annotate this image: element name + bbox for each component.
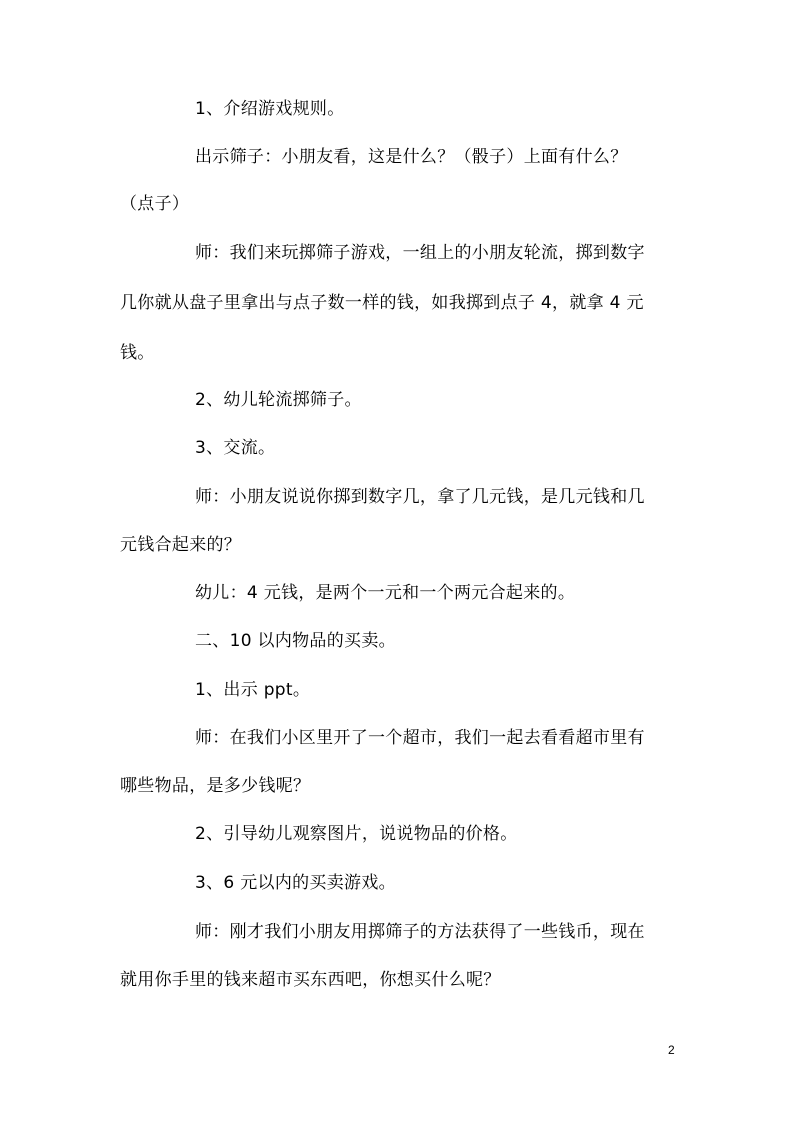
text-line: 几你就从盘子里拿出与点子数一样的钱，如我掷到点子 4，就拿 4 元	[120, 293, 644, 313]
text-line: 二、10 以内物品的买卖。	[195, 631, 396, 651]
text-line: 2、引导幼儿观察图片，说说物品的价格。	[195, 824, 518, 844]
text-line: 哪些物品，是多少钱呢？	[120, 776, 311, 796]
text-line: 2、幼儿轮流掷筛子。	[195, 390, 362, 410]
text-line: 钱。	[120, 343, 155, 363]
page-number: 2	[668, 1043, 675, 1057]
text-line: 师：在我们小区里开了一个超市，我们一起去看看超市里有	[195, 728, 645, 748]
text-line: 1、出示 ppt。	[195, 680, 311, 700]
text-line: 出示筛子：小朋友看，这是什么？（骰子）上面有什么？	[195, 147, 628, 167]
text-line: 幼儿：4 元钱，是两个一元和一个两元合起来的。	[195, 583, 576, 603]
text-line: 1、介绍游戏规则。	[195, 99, 345, 119]
text-line: 元钱合起来的？	[120, 535, 242, 555]
text-line: 师：我们来玩掷筛子游戏，一组上的小朋友轮流，掷到数字	[195, 243, 645, 263]
text-line: 3、交流。	[195, 438, 276, 458]
text-line: 就用你手里的钱来超市买东西吧，你想买什么呢？	[120, 970, 501, 990]
text-line: （点子）	[120, 194, 190, 214]
text-line: 师：刚才我们小朋友用掷筛子的方法获得了一些钱币，现在	[195, 922, 645, 942]
text-line: 3、6 元以内的买卖游戏。	[195, 873, 396, 893]
text-line: 师：小朋友说说你掷到数字几，拿了几元钱，是几元钱和几	[195, 487, 645, 507]
